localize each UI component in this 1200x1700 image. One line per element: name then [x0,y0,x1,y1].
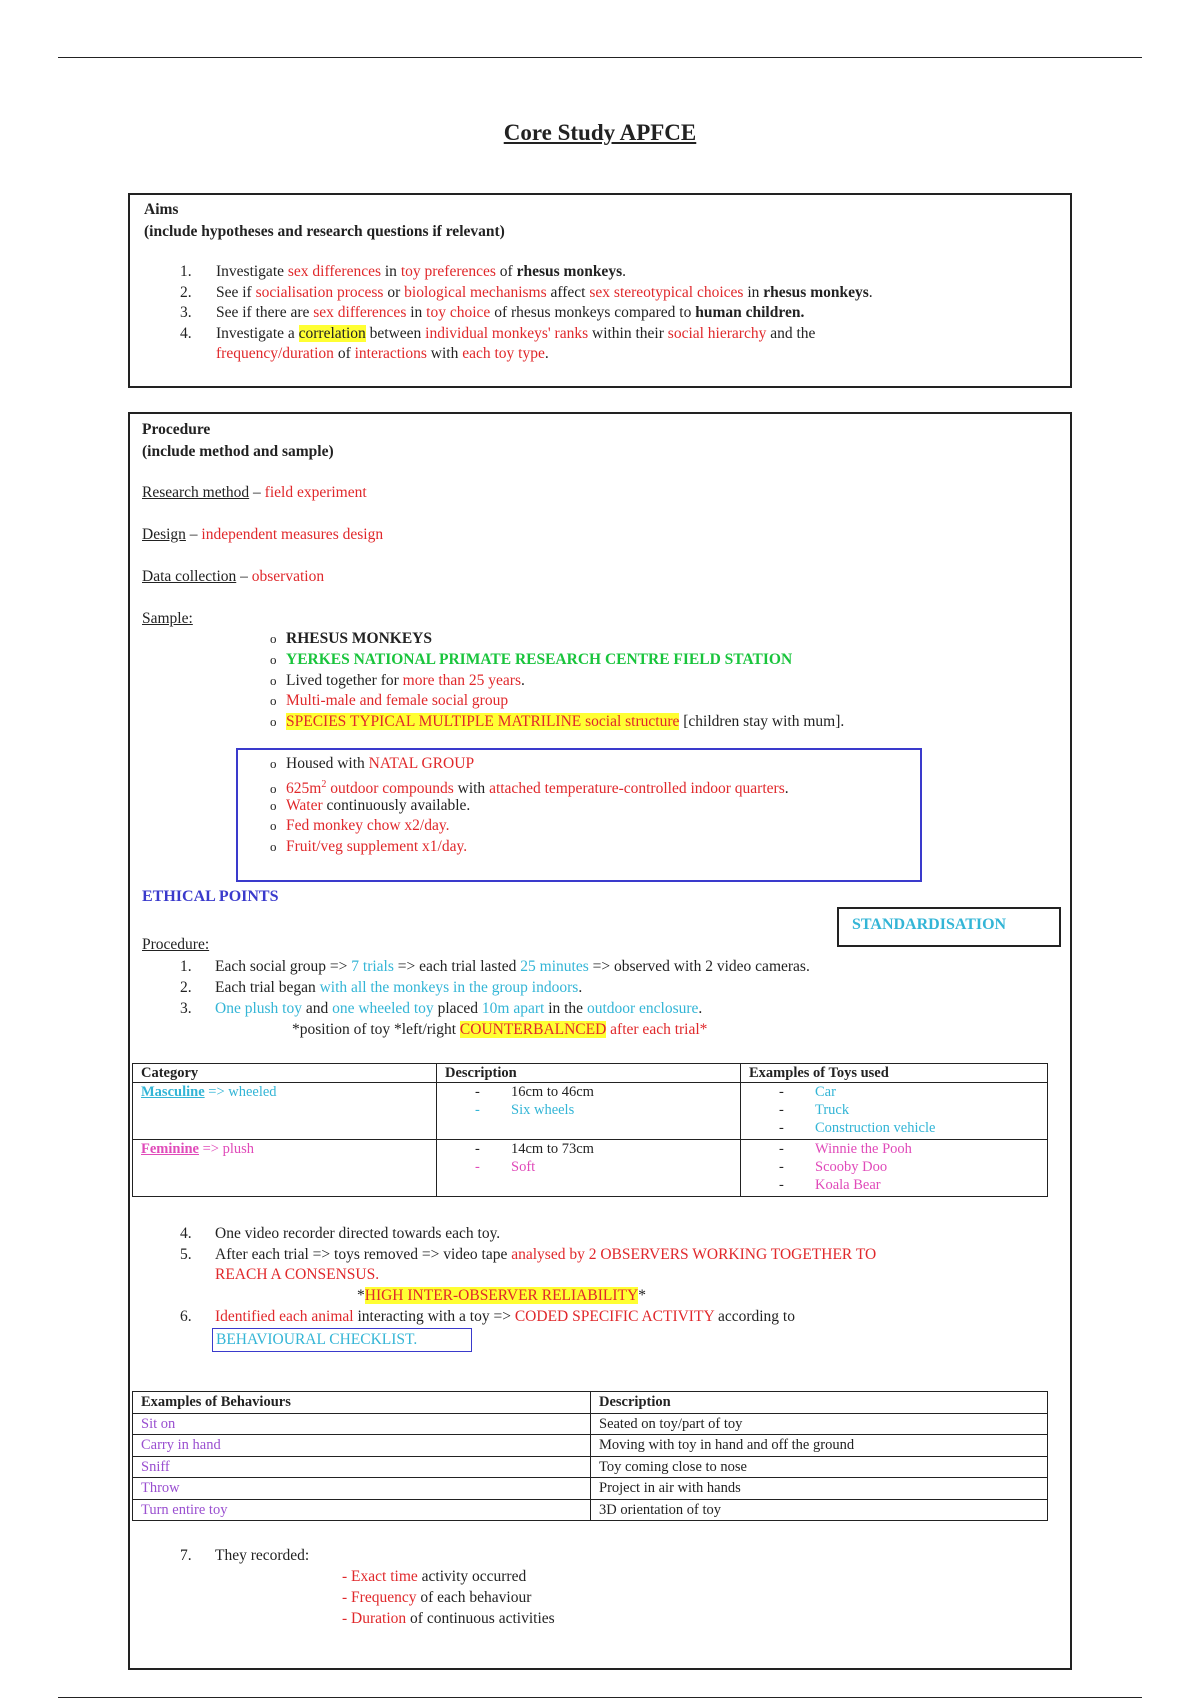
behaviour-name: Carry in hand [133,1435,591,1457]
recorded-item [342,1588,531,1608]
table-row [133,1435,1048,1457]
list-item [215,1546,309,1566]
text-run: and [301,1000,333,1017]
behaviour-table-header-description: Description [591,1392,1048,1414]
text-run: of rhesus monkeys compared to [490,304,696,321]
data-collection-label: Data collection [142,568,237,585]
table-row [133,1413,1048,1435]
text-run: After each trial => toys removed => video tape [215,1245,512,1263]
text-run: within their [588,324,668,342]
text-run: Housed with [286,755,369,772]
behaviour-description: 3D orientation of toy [591,1499,1048,1521]
design: Design – independent measures design [142,526,384,543]
text-run: sex differences [313,304,407,321]
list-number: 1. [180,263,192,280]
procedure-heading: Procedure [142,421,211,438]
toy-description-masculine: - 16cm to 46cm - Six wheels [437,1083,741,1140]
standardisation-label: STANDARDISATION [852,916,1007,933]
data-collection-value: observation [251,568,325,585]
text-run: Water [286,796,323,814]
list-item [215,1224,500,1244]
text-run: one wheeled toy [332,1000,434,1017]
text-run: HIGH INTER-OBSERVER RELIABILITY [364,1287,639,1304]
reliability-note [357,1286,646,1306]
design-label: Design [142,526,186,543]
text-run: correlation [298,324,366,342]
behaviour-table-header-examples: Examples of Behaviours [133,1392,591,1414]
list-number: 4. [180,1225,192,1242]
text-run: interactions [354,345,427,362]
bullet-item [270,650,792,670]
behaviour-name: Throw [133,1478,591,1500]
text-run: with [453,779,490,797]
sample-label: Sample: [142,610,193,627]
behaviour-description: Toy coming close to nose [591,1456,1048,1478]
toy-examples-masculine: - Car - Truck - Construction vehicle [741,1083,1048,1140]
text-run: REACH A CONSENSUS. [215,1266,380,1283]
text-run: 625m [286,779,322,797]
category-rest: => plush [199,1141,255,1157]
text-run: continuously available. [322,796,471,814]
text-run: *position of toy *left/right [292,1021,460,1038]
example-item: Winnie the Pooh [815,1141,912,1157]
list-item [215,1265,379,1285]
text-run: of [333,345,355,362]
text-run: according to [714,1308,795,1325]
text-run: analysed by 2 OBSERVERS WORKING TOGETHER TO [511,1245,877,1263]
text-run: Investigate [216,263,288,280]
text-run: Duration [351,1610,407,1627]
list-number: 6. [180,1308,192,1325]
list-number: 5. [180,1245,192,1263]
text-run: [children stay with mum]. [679,713,845,731]
text-run: . [698,1000,703,1017]
text-run: with [426,345,463,362]
text-run: Fruit/veg supplement x1/day. [286,838,468,856]
design-value: independent measures design [201,526,384,543]
ethical-points-label: ETHICAL POINTS [142,888,279,905]
text-run: after each trial* [606,1021,708,1038]
category-label: Feminine [141,1141,199,1157]
text-run: One video recorder directed towards each toy. [215,1225,501,1242]
procedure-label: Procedure: [142,936,210,953]
text-run: CODED SPECIFIC ACTIVITY [514,1308,715,1325]
toy-category-masculine [133,1083,437,1140]
bullet-item [270,712,844,732]
bullet-item [270,816,449,836]
text-run: See if there are [216,304,314,321]
text-run: of continuous activities [406,1610,555,1627]
table-row [133,1140,1048,1197]
dash-marker: - [342,1568,352,1585]
behaviour-name: Sit on [133,1413,591,1435]
text-run: rhesus monkeys [763,283,869,301]
bullet-item [270,671,525,691]
recorded-item [342,1609,555,1629]
table-row [133,1499,1048,1521]
text-run: outdoor enclosure [586,1000,699,1017]
text-run: or [383,283,405,301]
behaviour-table [132,1391,1048,1521]
text-run: sex stereotypical choices [589,283,744,301]
example-item: Car [815,1084,836,1100]
dash-marker: - [342,1589,352,1606]
text-run: => observed with 2 video cameras. [588,958,810,975]
text-run: Frequency [351,1589,417,1606]
behavioural-checklist-label: BEHAVIOURAL CHECKLIST. [216,1331,418,1348]
research-method-value: field experiment [264,484,367,501]
text-run: Investigate a [216,324,299,342]
text-run: One plush toy [215,1000,302,1017]
text-run: between [365,324,426,342]
recorded-item [342,1567,526,1587]
list-item [216,344,549,364]
example-item: Construction vehicle [815,1120,936,1136]
text-run: rhesus monkeys [516,263,623,280]
bullet-item [270,754,474,774]
text-run: Lived together for [286,671,403,689]
behaviour-description: Project in air with hands [591,1478,1048,1500]
text-run: of [495,263,517,280]
bullet-item [270,837,467,857]
text-run: Exact time [351,1568,418,1585]
text-run: in [743,283,764,301]
counterbalance-note [292,1020,707,1040]
toy-table-header-description: Description [437,1064,741,1083]
page-title: Core Study APFCE [503,120,697,145]
text-run: Multi-male and female social group [286,692,509,710]
text-run: SPECIES TYPICAL MULTIPLE MATRILINE social structure [286,713,680,731]
list-number: 2. [180,283,192,301]
text-run: Identified each animal [215,1308,354,1325]
toy-table-header-examples: Examples of Toys used [741,1064,1048,1083]
list-number: 1. [180,958,192,975]
example-item: Truck [815,1102,850,1118]
list-item [216,324,815,344]
text-run: toy preferences [400,263,496,280]
text-run: in [406,304,427,321]
description-item: Six wheels [511,1102,575,1118]
text-run: and the [766,324,816,342]
text-run: COUNTERBALNCED [459,1021,607,1038]
description-item: 14cm to 73cm [511,1141,594,1157]
table-row [133,1478,1048,1500]
text-run: placed [433,1000,482,1017]
example-item: Koala Bear [815,1177,881,1193]
text-run: RHESUS MONKEYS [286,630,432,647]
text-run: of each behaviour [416,1589,532,1606]
list-item [215,957,810,977]
list-number: 4. [180,324,192,342]
list-number: 7. [180,1547,192,1564]
category-rest: => wheeled [204,1084,277,1100]
text-run: social hierarchy [667,324,767,342]
text-run: => each trial lasted [393,958,521,975]
text-run: socialisation process [255,283,384,301]
table-row [133,1456,1048,1478]
text-run: with all the monkeys in the group indoors [319,979,579,996]
text-run: YERKES NATIONAL PRIMATE RESEARCH CENTRE FIELD STATION [286,650,793,668]
text-run: activity occurred [417,1568,527,1585]
text-run: in the [544,1000,587,1017]
text-run: in [381,263,401,280]
list-item [216,283,873,303]
text-run: sex differences [287,263,381,280]
text-run: biological mechanisms [404,283,547,301]
text-run: 7 trials [351,958,394,975]
top-rule [58,57,1142,58]
behaviour-name: Turn entire toy [133,1499,591,1521]
toy-category-feminine [133,1140,437,1197]
text-run: . [784,779,789,797]
list-item [215,999,702,1019]
toy-description-feminine: - 14cm to 73cm - Soft [437,1140,741,1197]
description-item: Soft [511,1159,536,1175]
list-item [215,1307,795,1327]
text-run: 25 minutes [520,958,589,975]
toy-examples-feminine: - Winnie the Pooh - Scooby Doo - Koala Bear [741,1140,1048,1197]
text-run: * [357,1287,365,1304]
bullet-item [270,629,432,649]
text-run: human children. [695,304,805,321]
behaviour-description: Seated on toy/part of toy [591,1413,1048,1435]
example-item: Scooby Doo [815,1159,888,1175]
aims-subheading: (include hypotheses and research questions if relevant) [144,223,505,240]
list-item [215,1245,876,1265]
category-label: Masculine [141,1084,205,1100]
aims-heading: Aims [144,201,179,218]
text-run: outdoor compounds [326,779,454,797]
table-row [133,1083,1048,1140]
list-item [216,262,626,282]
text-run: more than 25 years [402,671,522,689]
text-run: See if [216,283,256,301]
text-run: affect [546,283,590,301]
research-method: Research method – field experiment [142,484,367,501]
description-item: 16cm to 46cm [511,1084,594,1100]
bottom-rule [58,1697,1142,1698]
dash-marker: - [342,1610,352,1627]
text-run: . [544,345,549,362]
research-method-label: Research method [142,484,250,501]
text-run: . [521,671,525,689]
text-run: individual monkeys' ranks [425,324,589,342]
toy-table-header-category: Category [133,1064,437,1083]
list-item [216,303,804,323]
text-run: Each trial began [215,979,320,996]
list-number: 3. [180,304,192,321]
list-item [215,978,582,998]
list-number: 2. [180,979,192,996]
text-run: . [622,263,626,280]
data-collection: Data collection – observation [142,568,325,585]
behaviour-name: Sniff [133,1456,591,1478]
list-number: 3. [180,1000,192,1017]
text-run: They recorded: [215,1547,310,1564]
text-run: attached temperature-controlled indoor quarters [489,779,785,797]
text-run: frequency/duration [216,345,334,362]
bullet-item [270,796,470,816]
behaviour-description: Moving with toy in hand and off the ground [591,1435,1048,1457]
text-run: Fed monkey chow x2/day. [286,817,450,835]
text-run: 10m apart [481,1000,545,1017]
text-run: . [868,283,873,301]
text-run: Each social group => [215,958,352,975]
text-run: interacting with a toy => [353,1308,515,1325]
text-run: 2 [321,778,327,790]
procedure-subheading: (include method and sample) [142,443,334,460]
text-run: . [578,979,583,996]
text-run: NATAL GROUP [368,755,475,772]
bullet-item [270,691,508,711]
text-run: each toy type [462,345,545,362]
toy-table [132,1063,1048,1197]
text-run: * [638,1287,646,1304]
text-run: toy choice [426,304,491,321]
